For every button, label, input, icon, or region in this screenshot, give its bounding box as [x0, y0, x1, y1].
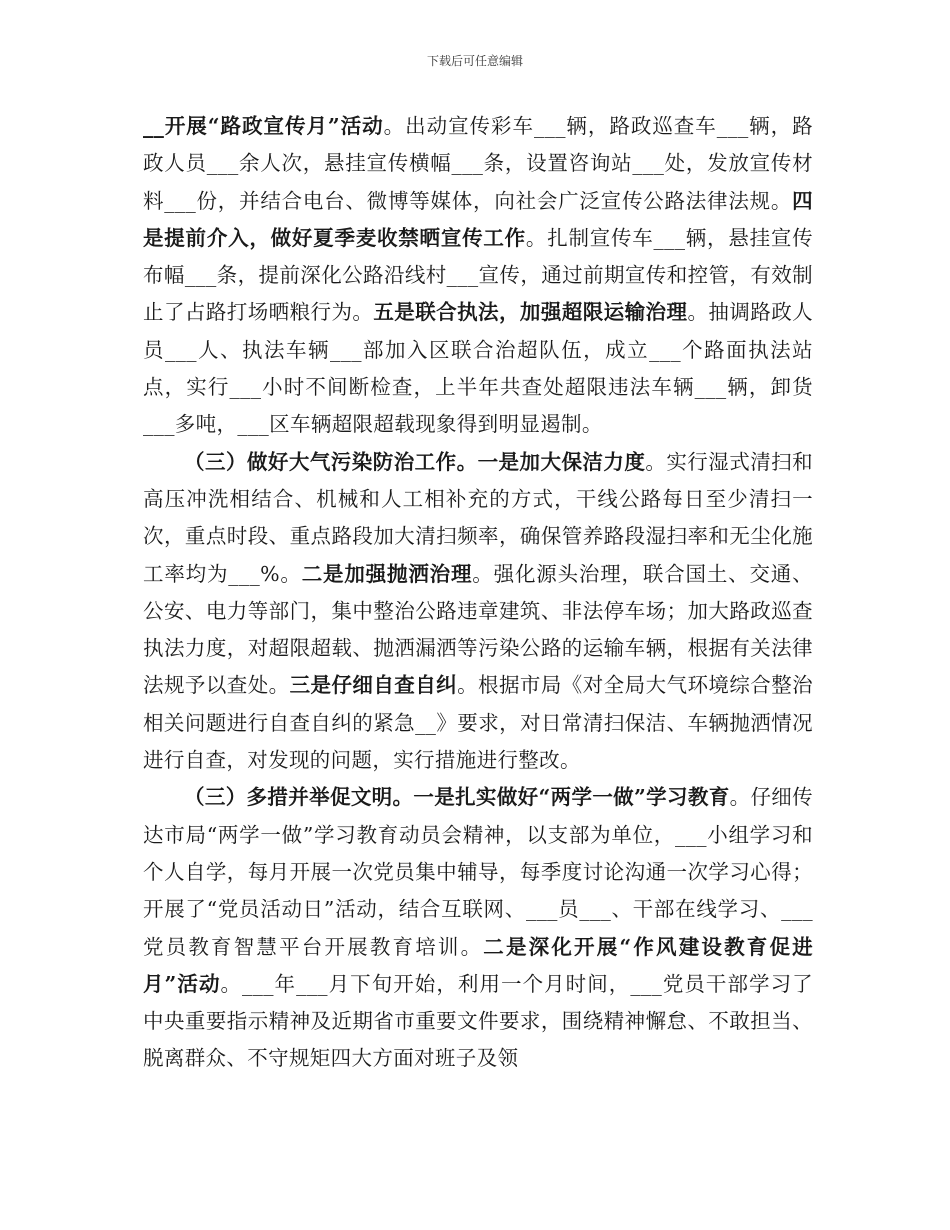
- bold-run: （三）多措并举促文明。一是扎实做好“两学一做”学习教育: [184, 785, 730, 810]
- text-run: 。___年___月下旬开始，利用一个月时间，___党员干部学习了中央重要指示精神及近期省市重要文件要求，围绕精神懈怠、不敢担当、脱离群众、不守规矩四大方面对班子及领: [143, 971, 813, 1071]
- text-run: 。抽调路政人员___人、执法车辆___部加入区联合治超队伍，成立___个路面执法站点，实行___小时不间断检查，上半年共查处超限违法车辆___辆，卸货___多吨，___区车辆超限超载现象得到明显遏制。: [143, 300, 814, 437]
- paragraph: [143, 779, 813, 1077]
- bold-run: 二是深化开展“作风建设教育促进月”活动: [143, 934, 814, 996]
- text-run: 。根据市局《对全局大气环境综合整治相关问题进行自查自纠的紧急__》要求，对日常清扫保洁、车辆抛洒情况进行自查，对发现的问题，实行措施进行整改。: [143, 673, 813, 773]
- text-run: 。出动宣传彩车___辆，路政巡查车___辆，路政人员___余人次，悬挂宣传横幅___条，设置咨询站___处，发放宣传材料___份，并结合电台、微博等媒体，向社会广泛宣传公路法律法规。: [143, 114, 813, 213]
- text-run: 。强化源头治理，联合国土、交通、公安、电力等部门，集中整治公路违章建筑、非法停车场；加大路政巡查执法力度，对超限超载、抛洒漏洒等污染公路的运输车辆，根据有关法律法规予以查处。: [143, 561, 813, 698]
- paragraph: [143, 108, 813, 444]
- bold-run: 三是仔细自查自纠: [289, 673, 458, 698]
- bold-run: __开展“路政宣传月”活动: [143, 114, 384, 138]
- bold-run: （三）做好大气污染防治工作。一是加大保洁力度: [184, 449, 646, 474]
- text-run: 。仔细传达市局“两学一做”学习教育动员会精神，以支部为单位，___小组学习和个人自学，每月开展一次党员集中辅导，每季度讨论沟通一次学习心得；开展了“党员活动日”活动，结合互联网、___员___、干部在线学习、___党员教育智慧平台开展教育培训。: [143, 785, 813, 959]
- bold-run: 五是联合执法，加强超限运输治理: [373, 300, 688, 325]
- paragraph: [143, 444, 813, 780]
- page-header: 下载后可任意编辑: [426, 54, 523, 68]
- text-run: 。扎制宣传车___辆，悬挂宣传布幅___条，提前深化公路沿线村___宣传，通过前期宣传和控管，有效制止了占路打场晒粮行为。: [143, 225, 813, 325]
- bold-run: 四是提前介入，做好夏季麦收禁晒宣传工作: [143, 188, 813, 250]
- bold-run: 二是加强抛洒治理: [301, 561, 473, 586]
- text-run: 。实行湿式清扫和高压冲洗相结合、机械和人工相补充的方式，干线公路每日至少清扫一次，重点时段、重点路段加大清扫频率，确保管养路段湿扫率和无尘化施工率均为___%。: [143, 449, 813, 586]
- document-body: [143, 108, 813, 1078]
